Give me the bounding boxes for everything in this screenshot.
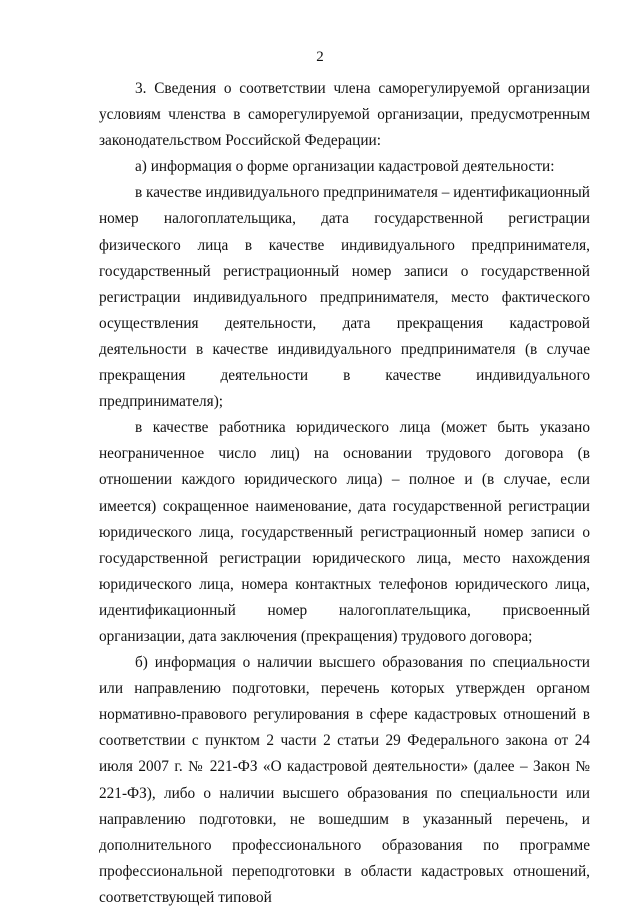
page-number: 2 (316, 49, 324, 65)
paragraph-legal-entity-employee: в качестве работника юридического лица (может быть указано неограниченное число лиц) на основании трудового договора (в отношении каждого юридического лица) – полное и (в случае, если имеется) сокращенное наименование, дата государственной регистрации юридического лица, государственный регистрационный номер записи о государственной регистрации юридического лица, место нахождения юридического лица, номера контактных телефонов юридического лица, идентификационный номер налогоплательщика, присвоенный организации, дата заключения (прекращения) трудового договора; (99, 419, 590, 645)
paragraph-subitem-b-education: б) информация о наличии высшего образования по специальности или направлению подготовки, перечень которых утвержден органом нормативно-правового регулирования в сфере кадастровых отношений в соответствии с пунктом 2 части 2 статьи 29 Федерального закона от 24 июля 2007 г. № 221-ФЗ «О кадастровой деятельности» (далее – Закон № 221-ФЗ), либо о наличии высшего образования по специальности или направлению подготовки, не вошедшим в указанный перечень, и дополнительного профессионального образования по программе профессиональной переподготовки в области кадастровых отношений, соответствующей типовой (99, 654, 590, 906)
document-body (99, 76, 590, 911)
paragraph-subitem-a-heading: а) информация о форме организации кадастровой деятельности: (135, 158, 555, 176)
paragraph-individual-entrepreneur: в качестве индивидуального предпринимателя – идентификационный номер налогоплательщика, дата государственной регистрации физического лица в качестве индивидуального предпринимателя, государственный регистрационный номер записи о государственной регистрации индивидуального предпринимателя, место фактического осуществления деятельности, дата прекращения кадастровой деятельности в качестве индивидуального предпринимателя (в случае прекращения деятельности в качестве индивидуального предпринимателя); (99, 184, 590, 411)
paragraph-item-3-intro: 3. Сведения о соответствии члена саморегулируемой организации условиям членства в саморегулируемой организации, предусмотренным законодательством Российской Федерации: (99, 80, 590, 150)
